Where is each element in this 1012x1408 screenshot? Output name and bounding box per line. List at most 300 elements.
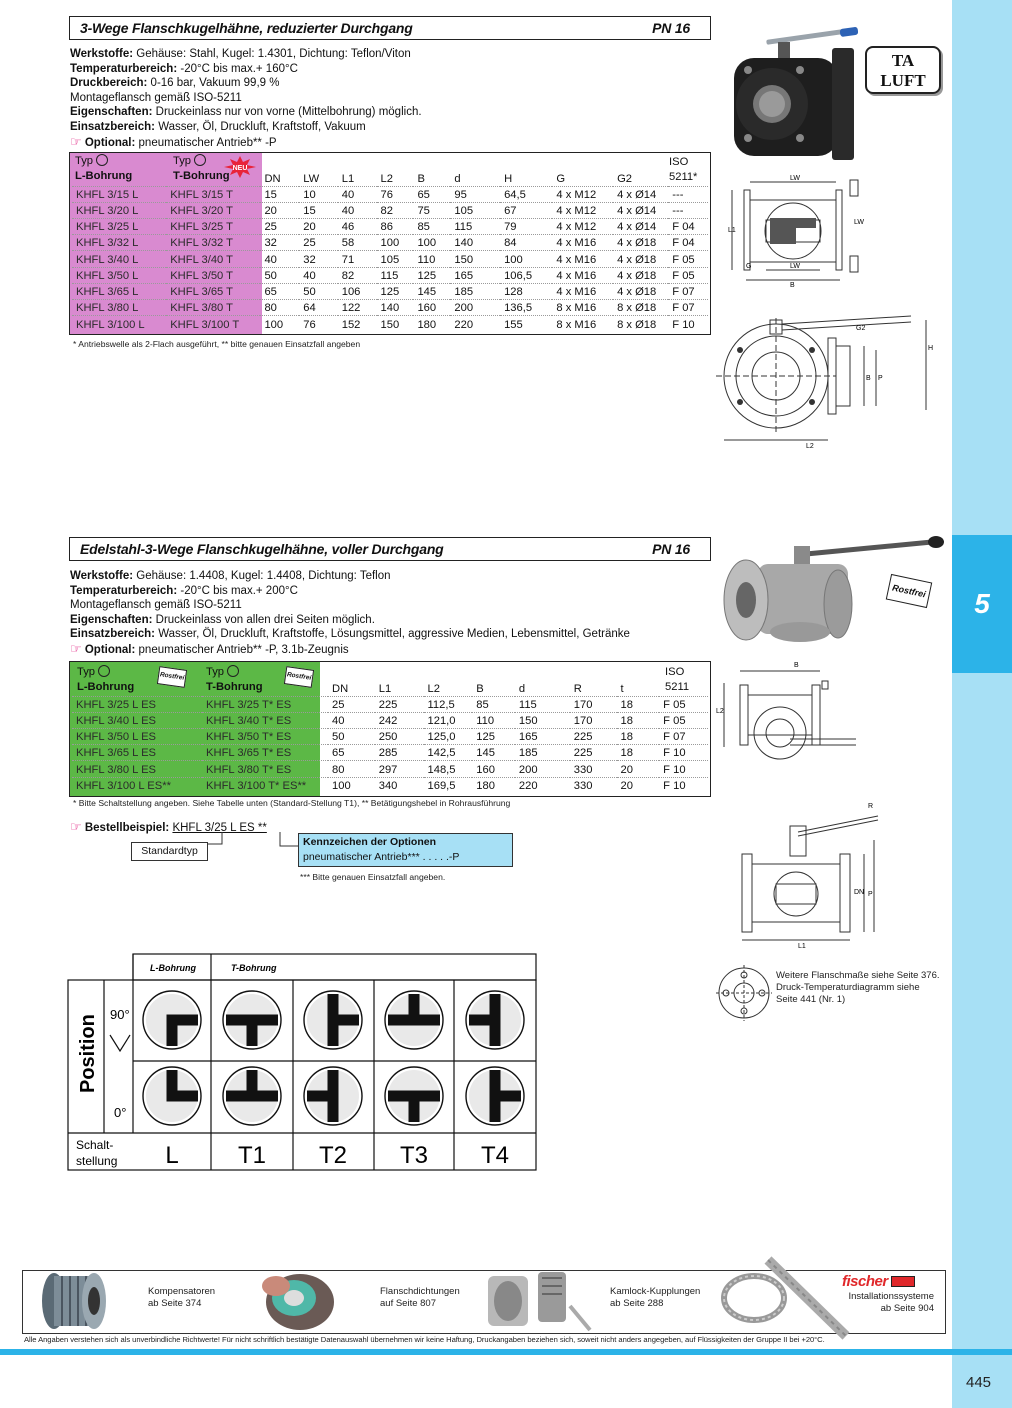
section2-pn: PN 16	[652, 541, 690, 557]
table-cell: 4 x Ø14	[613, 219, 668, 235]
pointing-hand-icon: ☞	[70, 819, 82, 834]
pointing-hand-icon: ☞	[70, 640, 82, 656]
table-cell: 122	[338, 300, 377, 316]
table-cell: 125	[472, 729, 515, 745]
table-cell: 4 x M12	[552, 219, 613, 235]
table-cell: F 05	[668, 267, 708, 283]
rostfrei-badge-t: Rostfrei	[284, 666, 314, 688]
section2-table	[72, 680, 708, 793]
section2-h-l: L-Bohrung	[77, 681, 135, 693]
svg-text:G2: G2	[856, 325, 866, 332]
svg-text:LW: LW	[790, 175, 800, 182]
table-cell: 58	[338, 235, 377, 251]
table-cell: KHFL 3/25 L ES	[72, 696, 202, 712]
table-cell: F 07	[659, 729, 708, 745]
table-cell: 155	[500, 316, 552, 332]
table-cell: 128	[500, 283, 552, 299]
table-cell: 140	[450, 235, 500, 251]
table-cell: 65	[413, 186, 450, 202]
table-row	[72, 251, 708, 267]
table-cell: 100	[377, 235, 414, 251]
table-cell: KHFL 3/100 T* ES**	[202, 777, 328, 793]
table-cell: 285	[375, 745, 424, 761]
table-cell: 297	[375, 761, 424, 777]
table-cell: 125	[413, 267, 450, 283]
table-cell: 100	[260, 316, 299, 332]
table-cell: 180	[413, 316, 450, 332]
table-cell: 82	[338, 267, 377, 283]
table-cell: 225	[375, 696, 424, 712]
table-cell: 200	[515, 761, 570, 777]
table-cell: 225	[570, 729, 617, 745]
svg-text:LW: LW	[790, 263, 800, 270]
footer-disclaimer: Alle Angaben verstehen sich als unverbindliche Richtwerte! Für nicht schriftlich bestätigte Datenauswahl übernehmen wir keine Haftung, Druckangaben beziehen sich, soweit nicht anders angegeben, auf Flüssigkeiten der Gruppe II bei +20°C.	[24, 1335, 825, 1344]
drawing-notes: Weitere Flanschmaße siehe Seite 376. Druck-Temperaturdiagramm siehe Seite 441 (Nr. 1)	[776, 970, 940, 1005]
table-cell: 18	[617, 712, 660, 728]
section2-properties	[70, 569, 710, 658]
table-cell: 242	[375, 712, 424, 728]
column-header: L1	[341, 172, 355, 185]
prop-druck: Druckbereich: 0-16 bar, Vakuum 99,9 %	[70, 77, 280, 90]
table-cell: 95	[450, 186, 500, 202]
table-cell: 8 x M16	[552, 300, 613, 316]
svg-text:NEU: NEU	[232, 165, 248, 172]
footer-item-kamlock[interactable]: Kamlock-Kupplungen ab Seite 288	[610, 1286, 701, 1309]
order-note: *** Bitte genauen Einsatzfall angeben.	[300, 872, 446, 882]
table-cell: 4 x Ø14	[613, 186, 668, 202]
table-cell: 40	[299, 267, 338, 283]
section1-properties	[70, 47, 670, 150]
table-cell: 84	[500, 235, 552, 251]
table-cell: 225	[570, 745, 617, 761]
table-cell: 115	[377, 267, 414, 283]
table-cell: KHFL 3/20 T	[166, 202, 260, 218]
standardtyp-box: Standardtyp	[131, 842, 208, 861]
table-cell: 152	[338, 316, 377, 332]
table-cell: 85	[472, 696, 515, 712]
table-cell: 15	[260, 186, 299, 202]
table-row	[72, 283, 708, 299]
table-row	[72, 186, 708, 202]
table-cell: 340	[375, 777, 424, 793]
table-cell: 220	[450, 316, 500, 332]
section2-footnote: * Bitte Schaltstellung angeben. Siehe Tabelle unten (Standard-Stellung T1), ** Betätigungshebel in Rohrausführung	[73, 798, 511, 808]
column-header: B	[476, 682, 484, 695]
prop-einsatz: Einsatzbereich: Wasser, Öl, Druckluft, Kraftstoff, Vakuum	[70, 120, 366, 133]
table-cell: ---	[668, 202, 708, 218]
header-type-cell	[166, 170, 260, 186]
svg-text:stellung: stellung	[76, 1154, 118, 1168]
table-cell: 200	[450, 300, 500, 316]
section1-pn: PN 16	[652, 20, 690, 36]
l-bore-icon	[96, 154, 108, 166]
table-cell: KHFL 3/50 L	[72, 267, 166, 283]
pos-h-t: T-Bohrung	[231, 963, 277, 973]
table-cell: KHFL 3/65 T* ES	[202, 745, 328, 761]
table-cell: 8 x Ø18	[613, 300, 668, 316]
section1-h-t: T-Bohrung	[173, 170, 230, 182]
section1-title-bar	[69, 16, 711, 40]
table-cell: KHFL 3/80 L ES	[72, 761, 202, 777]
table-cell: 4 x Ø14	[613, 202, 668, 218]
table-cell: 76	[377, 186, 414, 202]
table-cell: 18	[617, 729, 660, 745]
table-cell: 106	[338, 283, 377, 299]
table-cell: KHFL 3/100 T	[166, 316, 260, 332]
column-header: LW	[303, 172, 320, 185]
prop2-montage: Montageflansch gemäß ISO-5211	[70, 599, 242, 612]
column-header: G2	[617, 172, 633, 185]
section1-table	[72, 170, 708, 332]
table-cell: 50	[328, 729, 375, 745]
table-cell: KHFL 3/65 L ES	[72, 745, 202, 761]
section1-footnote: * Antriebswelle als 2-Flach ausgeführt, ** bitte genauen Einsatzfall angeben	[73, 339, 361, 349]
column-header	[659, 680, 708, 696]
rostfrei-badge-l: Rostfrei	[157, 666, 187, 688]
table-cell: 330	[570, 761, 617, 777]
table-cell: 4 x Ø18	[613, 283, 668, 299]
t-bore-icon	[227, 665, 239, 677]
table-cell: KHFL 3/80 T	[166, 300, 260, 316]
table-cell: 142,5	[424, 745, 473, 761]
options-box: Kennzeichen der Optionen pneumatischer Antrieb*** . . . . .-P	[298, 833, 513, 867]
table-cell: 50	[260, 267, 299, 283]
table-cell: 110	[413, 251, 450, 267]
pointing-hand-icon: ☞	[70, 133, 82, 149]
prop2-eigenschaften: Eigenschaften: Druckeinlass von allen drei Seiten möglich.	[70, 613, 375, 626]
table-cell: 121,0	[424, 712, 473, 728]
section2-drawing-front	[728, 800, 888, 950]
bore-position-icon	[143, 1067, 201, 1125]
svg-text:G: G	[746, 263, 752, 270]
column-header: L2	[380, 172, 393, 185]
table-cell: 112,5	[424, 696, 473, 712]
bore-position-icon	[223, 1067, 281, 1125]
table-cell: 4 x Ø18	[613, 267, 668, 283]
svg-text:R: R	[868, 803, 874, 810]
section1-iso-head: ISO 5211*	[669, 156, 698, 183]
svg-text:H: H	[928, 345, 934, 352]
svg-text:B: B	[866, 375, 871, 382]
table-cell: 150	[515, 712, 570, 728]
table-cell: 80	[260, 300, 299, 316]
table-cell: 4 x M16	[552, 235, 613, 251]
prop2-temperatur: Temperaturbereich: -20°C bis max.+ 200°C	[70, 584, 298, 597]
svg-text:P: P	[878, 375, 883, 382]
table-cell: 25	[299, 235, 338, 251]
table-cell: KHFL 3/25 T	[166, 219, 260, 235]
prop2-optional: ☞ Optional: pneumatischer Antrieb** -P, 3.1b-Zeugnis	[70, 640, 349, 656]
svg-text:0°: 0°	[114, 1105, 127, 1120]
svg-text:L1: L1	[728, 227, 736, 234]
table-cell: KHFL 3/40 T	[166, 251, 260, 267]
table-cell: F 05	[659, 712, 708, 728]
table-cell: KHFL 3/50 T	[166, 267, 260, 283]
table-row	[72, 777, 708, 793]
table-cell: 10	[299, 186, 338, 202]
table-cell: 160	[472, 761, 515, 777]
table-cell: 64,5	[500, 186, 552, 202]
table-cell: KHFL 3/32 T	[166, 235, 260, 251]
table-cell: 100	[328, 777, 375, 793]
prop-eigenschaften: Eigenschaften: Druckeinlass nur von vorne (Mittelbohrung) möglich.	[70, 106, 422, 119]
table-cell: F 07	[668, 283, 708, 299]
column-header: B	[417, 172, 425, 185]
bore-position-icon	[304, 1067, 362, 1125]
table-cell: 169,5	[424, 777, 473, 793]
table-cell: 115	[515, 696, 570, 712]
table-cell: 145	[472, 745, 515, 761]
svg-text:LW: LW	[854, 219, 864, 226]
table-cell: 125	[377, 283, 414, 299]
footer-item-kompensatoren[interactable]: Kompensatoren ab Seite 374	[148, 1286, 216, 1309]
table-cell: 80	[328, 761, 375, 777]
table-cell: 65	[260, 283, 299, 299]
table-cell: KHFL 3/25 T* ES	[202, 696, 328, 712]
column-header: d	[454, 172, 461, 185]
table-cell: F 05	[659, 696, 708, 712]
fischer-logo-mark	[891, 1276, 915, 1287]
pos-h-l: L-Bohrung	[150, 963, 196, 973]
section2-h-t: T-Bohrung	[206, 681, 263, 693]
table-cell: KHFL 3/40 L ES	[72, 712, 202, 728]
table-cell: 148,5	[424, 761, 473, 777]
table-cell: F 05	[668, 251, 708, 267]
table-cell: 50	[299, 283, 338, 299]
switch-position-label: T2	[318, 1142, 348, 1169]
table-cell: 100	[500, 251, 552, 267]
svg-text:Schalt-: Schalt-	[76, 1138, 114, 1152]
table-cell: 71	[338, 251, 377, 267]
table-cell: 105	[377, 251, 414, 267]
valve-photo-steel	[728, 12, 858, 162]
table-cell: 85	[413, 219, 450, 235]
table-cell: KHFL 3/100 L	[72, 316, 166, 332]
svg-text:B: B	[794, 662, 799, 669]
table-cell: KHFL 3/40 T* ES	[202, 712, 328, 728]
table-cell: 46	[338, 219, 377, 235]
bore-position-icon	[143, 991, 201, 1049]
column-header: L2	[427, 682, 440, 695]
table-row	[72, 202, 708, 218]
table-cell: 67	[500, 202, 552, 218]
table-cell: 4 x M16	[552, 283, 613, 299]
header-type-cell	[202, 680, 328, 696]
section1-drawing-front	[726, 170, 866, 290]
section2-drawing-top	[716, 655, 866, 775]
table-cell: 25	[260, 219, 299, 235]
column-header: R	[573, 682, 582, 695]
section1-title: 3-Wege Flanschkugelhähne, reduzierter Durchgang	[80, 20, 413, 36]
table-cell: KHFL 3/40 L	[72, 251, 166, 267]
section2-table-header	[72, 680, 708, 696]
table-cell: 40	[260, 251, 299, 267]
table-cell: 4 x M12	[552, 186, 613, 202]
table-cell: F 10	[659, 745, 708, 761]
section1-table-head-t: Typ T-Bohrung	[173, 155, 230, 182]
table-cell: F 10	[659, 777, 708, 793]
prop2-werkstoffe: Werkstoffe: Gehäuse: 1.4408, Kugel: 1.4408, Dichtung: Teflon	[70, 570, 391, 582]
table-cell: 32	[299, 251, 338, 267]
prop2-einsatz: Einsatzbereich: Wasser, Öl, Druckluft, Kraftstoffe, Lösungsmittel, aggressive Medien, Lebensmittel, Getränke	[70, 628, 630, 641]
bore-position-icon	[466, 991, 524, 1049]
section1-h-l: L-Bohrung	[75, 170, 133, 182]
prop-werkstoffe: Werkstoffe: Gehäuse: Stahl, Kugel: 1.4301, Dichtung: Teflon/Viton	[70, 48, 411, 60]
l-bore-icon	[98, 665, 110, 677]
table-cell: 4 x Ø18	[613, 235, 668, 251]
table-cell: 40	[338, 202, 377, 218]
table-cell: 105	[450, 202, 500, 218]
table-row	[72, 729, 708, 745]
table-cell: 15	[299, 202, 338, 218]
table-cell: 165	[450, 267, 500, 283]
table-cell: F 10	[668, 316, 708, 332]
column-header: G	[556, 172, 566, 185]
svg-text:P: P	[868, 891, 873, 898]
table-cell: F 10	[659, 761, 708, 777]
table-cell: 4 x M12	[552, 202, 613, 218]
table-cell: 140	[377, 300, 414, 316]
table-cell: KHFL 3/15 L	[72, 186, 166, 202]
column-header: L1	[378, 682, 392, 695]
table-cell: 150	[450, 251, 500, 267]
table-cell: KHFL 3/50 T* ES	[202, 729, 328, 745]
prop-optional: ☞ Optional: pneumatischer Antrieb** -P	[70, 133, 277, 149]
table-row	[72, 712, 708, 728]
installation-photo	[718, 1256, 850, 1340]
table-cell: 180	[472, 777, 515, 793]
table-row	[72, 300, 708, 316]
switch-position-label: T1	[237, 1142, 267, 1169]
section2-iso-head: ISO 5211	[665, 666, 690, 693]
order-connector-lines	[200, 830, 300, 860]
table-cell: 220	[515, 777, 570, 793]
table-cell: KHFL 3/80 L	[72, 300, 166, 316]
table-cell: 145	[413, 283, 450, 299]
table-cell: 150	[377, 316, 414, 332]
kamlock-photo	[486, 1266, 596, 1334]
table-cell: ---	[668, 186, 708, 202]
table-cell: 100	[413, 235, 450, 251]
bore-position-icon	[223, 991, 281, 1049]
table-cell: 20	[617, 777, 660, 793]
section2-title: Edelstahl-3-Wege Flanschkugelhähne, voller Durchgang	[80, 541, 444, 557]
table-cell: 250	[375, 729, 424, 745]
svg-text:L2: L2	[806, 443, 814, 450]
switch-position-label: T3	[399, 1142, 429, 1169]
table-cell: F 04	[668, 235, 708, 251]
table-cell: 75	[413, 202, 450, 218]
table-cell: 106,5	[500, 267, 552, 283]
svg-text:L2: L2	[716, 708, 724, 715]
section2-table-head-t: Typ T-Bohrung	[206, 666, 263, 693]
table-cell: 32	[260, 235, 299, 251]
table-cell: 170	[570, 712, 617, 728]
table-row	[72, 219, 708, 235]
table-cell: KHFL 3/32 L	[72, 235, 166, 251]
bore-position-icon	[466, 1067, 524, 1125]
table-cell: 86	[377, 219, 414, 235]
table-row	[72, 745, 708, 761]
side-strip	[952, 0, 1012, 1408]
table-cell: 20	[617, 761, 660, 777]
table-cell: 4 x M16	[552, 251, 613, 267]
table-cell: 65	[328, 745, 375, 761]
table-cell: 8 x Ø18	[613, 316, 668, 332]
table-cell: KHFL 3/100 L ES**	[72, 777, 202, 793]
table-cell: 185	[450, 283, 500, 299]
bore-position-icon	[385, 1067, 443, 1125]
table-cell: KHFL 3/25 L	[72, 219, 166, 235]
table-cell: KHFL 3/65 T	[166, 283, 260, 299]
switch-position-label: T4	[480, 1142, 510, 1169]
svg-text:DN: DN	[854, 889, 865, 896]
table-cell: 110	[472, 712, 515, 728]
footer-item-flanschdichtungen[interactable]: Flanschdichtungen auf Seite 807	[380, 1286, 460, 1309]
svg-text:L1: L1	[798, 943, 806, 950]
table-cell: 18	[617, 696, 660, 712]
table-cell: 115	[450, 219, 500, 235]
bore-position-icon	[304, 991, 362, 1049]
prop-montage: Montageflansch gemäß ISO-5211	[70, 91, 242, 104]
table-cell: KHFL 3/50 L ES	[72, 729, 202, 745]
footer-item-installation[interactable]: Installationssysteme ab Seite 904	[848, 1291, 934, 1314]
table-cell: KHFL 3/15 T	[166, 186, 260, 202]
column-header: H	[504, 172, 513, 185]
table-cell: 8 x M16	[552, 316, 613, 332]
fischer-logo: fischer	[842, 1273, 915, 1290]
table-cell: 4 x Ø18	[613, 251, 668, 267]
table-cell: 18	[617, 745, 660, 761]
table-row	[72, 696, 708, 712]
header-type-cell	[72, 170, 166, 186]
ta-luft-badge: TA LUFT	[865, 46, 941, 94]
section1-table-head: Typ L-Bohrung	[75, 155, 133, 182]
t-bore-icon	[194, 154, 206, 166]
page-number: 445	[966, 1374, 992, 1391]
table-row	[72, 761, 708, 777]
order-code: KHFL 3/25 L ES **	[172, 822, 267, 834]
table-cell: 165	[515, 729, 570, 745]
rostfrei-stamp: Rostfrei	[886, 574, 932, 608]
section1-drawing-top	[716, 310, 946, 450]
table-row	[72, 235, 708, 251]
table-cell: KHFL 3/20 L	[72, 202, 166, 218]
table-cell: 79	[500, 219, 552, 235]
section2-table-head: Typ L-Bohrung	[77, 666, 135, 693]
table-cell: F 07	[668, 300, 708, 316]
section1-table-header	[72, 170, 708, 186]
section2-title-bar	[69, 537, 711, 561]
chapter-tab[interactable]: 5	[952, 535, 1012, 673]
table-cell: F 04	[668, 219, 708, 235]
table-cell: 160	[413, 300, 450, 316]
order-example: ☞ Bestellbeispiel: KHFL 3/25 L ES **	[70, 819, 267, 834]
bore-position-icon	[385, 991, 443, 1049]
pos-position: Position	[77, 1014, 99, 1093]
gasket-photo	[254, 1268, 340, 1334]
column-header: DN	[332, 682, 349, 695]
table-cell: 136,5	[500, 300, 552, 316]
prop-temperatur: Temperaturbereich: -20°C bis max.+ 160°C	[70, 62, 298, 75]
table-cell: 125,0	[424, 729, 473, 745]
table-row	[72, 316, 708, 332]
table-cell: 25	[328, 696, 375, 712]
svg-text:90°: 90°	[110, 1007, 130, 1022]
flange-icon	[716, 965, 772, 1021]
table-cell: 76	[299, 316, 338, 332]
table-cell: 185	[515, 745, 570, 761]
